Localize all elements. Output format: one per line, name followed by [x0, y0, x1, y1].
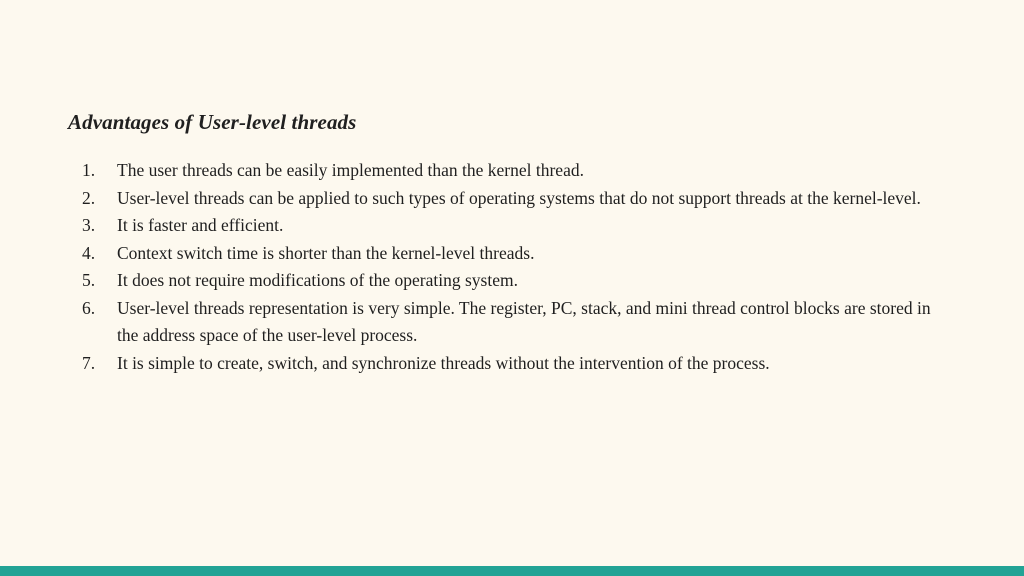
- list-item-text: It is faster and efficient.: [117, 215, 284, 235]
- list-item-number: 4.: [82, 242, 96, 263]
- footer-accent-bar: [0, 566, 1024, 576]
- list-item: [82, 212, 952, 240]
- list-item-number: 6.: [82, 297, 96, 318]
- list-item-text: User-level threads can be applied to such types of operating systems that do not support threads at the kernel-level.: [117, 187, 921, 208]
- list-item-number: 2.: [82, 187, 96, 208]
- page-title: Advantages of User-level threads: [68, 110, 357, 134]
- list-item-number: 1.: [82, 160, 96, 180]
- list-item-number: 7.: [82, 352, 96, 373]
- advantages-list: [82, 157, 952, 377]
- list-item: [82, 185, 952, 213]
- list-item: [82, 350, 952, 378]
- list-item-text: User-level threads representation is very simple. The register, PC, stack, and mini thread control blocks are stored in the address space of the user-level process.: [117, 297, 931, 345]
- list-item-number: 5.: [82, 270, 96, 290]
- list-item: [82, 240, 952, 268]
- list-item-text: It does not require modifications of the operating system.: [117, 270, 518, 290]
- list-item-text: Context switch time is shorter than the kernel-level threads.: [117, 242, 535, 263]
- list-item: [82, 295, 952, 350]
- list-item-text: The user threads can be easily implemented than the kernel thread.: [117, 160, 584, 180]
- list-item: [82, 267, 952, 295]
- list-item: [82, 157, 952, 185]
- list-item-text: It is simple to create, switch, and synchronize threads without the intervention of the process.: [117, 352, 770, 373]
- list-item-number: 3.: [82, 215, 96, 235]
